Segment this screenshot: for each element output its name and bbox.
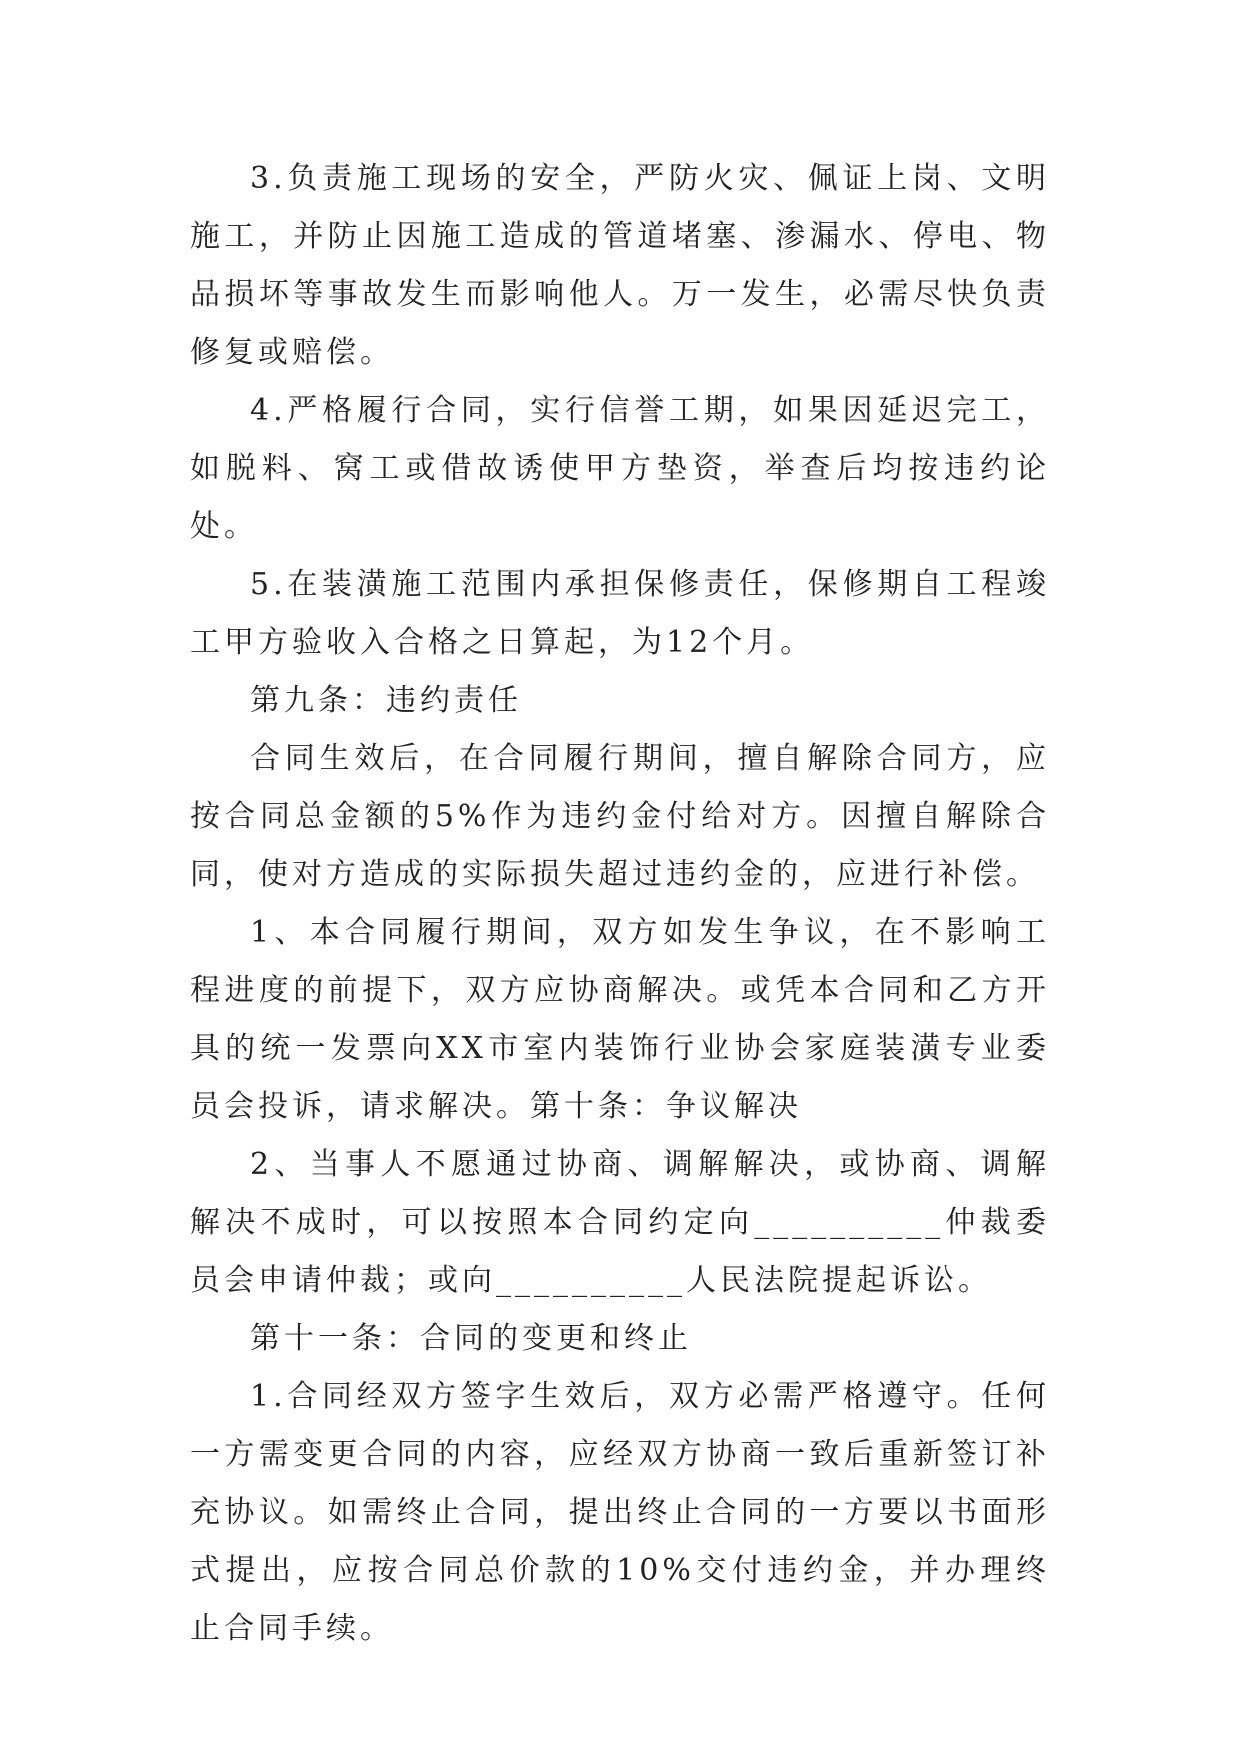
document-page [190,150,1050,1658]
clause-paragraph: 2、当事人不愿通过协商、调解解决，或协商、调解解决不成时，可以按照本合同约定向__________仲裁委员会申请仲裁；或向__________人民法院提起诉讼。 [190,1147,1050,1298]
section-heading: 第九条：违约责任 [250,683,522,718]
clause-paragraph: 合同生效后，在合同履行期间，擅自解除合同方，应按合同总金额的5%作为违约金付给对方。因擅自解除合同，使对方造成的实际损失超过违约金的，应进行补偿。 [190,741,1050,892]
clause-paragraph: 1.合同经双方签字生效后，双方必需严格遵守。任何一方需变更合同的内容，应经双方协商一致后重新签订补充协议。如需终止合同，提出终止合同的一方要以书面形式提出，应按合同总价款的10%交付违约金，并办理终止合同手续。 [190,1379,1050,1646]
section-heading: 第十一条：合同的变更和终止 [250,1321,692,1356]
clause-paragraph: 3.负责施工现场的安全，严防火灾、佩证上岗、文明施工，并防止因施工造成的管道堵塞、渗漏水、停电、物品损坏等事故发生而影响他人。万一发生，必需尽快负责修复或赔偿。 [190,161,1050,370]
clause-paragraph: 5.在装潢施工范围内承担保修责任，保修期自工程竣工甲方验收入合格之日算起，为12个月。 [190,567,1050,660]
clause-paragraph: 4.严格履行合同，实行信誉工期，如果因延迟完工，如脱料、窝工或借故诱使甲方垫资，举查后均按违约论处。 [190,393,1050,544]
clause-paragraph: 1、本合同履行期间，双方如发生争议，在不影响工程进度的前提下，双方应协商解决。或凭本合同和乙方开具的统一发票向XX市室内装饰行业协会家庭装潢专业委员会投诉，请求解决。第十条：争议解决 [190,915,1050,1124]
